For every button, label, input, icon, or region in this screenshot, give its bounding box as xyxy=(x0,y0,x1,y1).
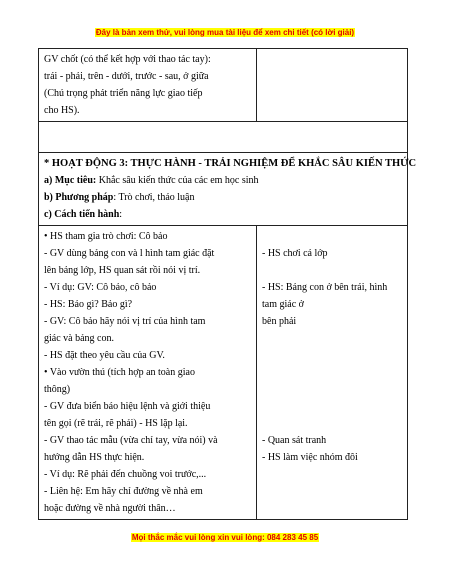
activity-cell xyxy=(39,153,417,226)
text-line: • Vào vườn thú (tích hợp an toàn giao xyxy=(44,367,195,378)
text-line: tên gọi (rẽ trái, rẽ phải) - HS lặp lại. xyxy=(44,418,188,429)
table-gap-row xyxy=(39,122,408,153)
text-line: - GV thao tác mẫu (vừa chỉ tay, vừa nói) và xyxy=(44,435,218,446)
table-row xyxy=(39,226,408,520)
text-line: - HS đặt theo yêu cầu của GV. xyxy=(44,350,165,361)
text-line: • HS tham gia trò chơi: Cô bảo xyxy=(44,231,168,242)
text-line: bên phải xyxy=(262,316,297,327)
preview-notice-banner xyxy=(0,28,450,37)
steps-line xyxy=(44,206,402,223)
steps-label: c) Cách tiến hành xyxy=(44,209,120,220)
text-line: - GV đưa biển báo hiệu lệnh và giới thiệu xyxy=(44,401,211,412)
text-line: hướng dẫn HS thực hiện. xyxy=(44,452,145,463)
text-line: (Chú trọng phát triển năng lực giao tiếp xyxy=(44,88,203,99)
text-line: lên bảng lớp, HS quan sát rồi nói vị trí. xyxy=(44,265,201,276)
text-line: cho HS). xyxy=(44,105,80,116)
text-line: - GV dùng bảng con và l hình tam giác đặt xyxy=(44,248,215,259)
student-cell xyxy=(257,49,408,122)
goal-line xyxy=(44,172,402,189)
text-line: - Quan sát tranh xyxy=(262,435,327,446)
activity-title: * HOẠT ĐỘNG 3: THỰC HÀNH - TRẢI NGHIỆM ĐỂ KHẮC SÂU KIẾN THỨC xyxy=(44,158,417,169)
preview-notice-text: Đây là bản xem thử, vui lòng mua tài liệu để xem chi tiết (có lời giải) xyxy=(95,28,355,37)
text-line: - Ví dụ: GV: Cô bảo, cô bảo xyxy=(44,282,157,293)
text-line: - HS chơi cả lớp xyxy=(262,248,328,259)
teacher-cell xyxy=(39,226,257,520)
text-line: - GV: Cô bảo hãy nói vị trí của hình tam xyxy=(44,316,206,327)
lesson-table xyxy=(38,48,417,520)
text-line: - HS: Bảo gì? Bảo gì? xyxy=(44,299,133,310)
text-line: thông) xyxy=(44,384,71,395)
teacher-cell xyxy=(39,49,257,122)
activity-row xyxy=(39,153,408,226)
text-line: GV chốt (có thể kết hợp với thao tác tay): xyxy=(44,54,211,65)
goal-text: Khắc sâu kiến thức của các em học sinh xyxy=(96,175,259,186)
text-line: hoặc đường về nhà người thân… xyxy=(44,503,176,514)
text-line: - Liên hệ: Em hãy chỉ đường về nhà em xyxy=(44,486,203,497)
table-row xyxy=(39,49,408,122)
contact-banner xyxy=(0,533,450,542)
text-line: - HS: Bảng con ở bên trái, hình tam giác ở xyxy=(262,282,388,310)
method-line xyxy=(44,189,402,206)
text-line: - Ví dụ: Rẽ phải đến chuồng voi trước,... xyxy=(44,469,207,480)
text-line: - HS làm việc nhóm đôi xyxy=(262,452,358,463)
method-text: : Trò chơi, thảo luận xyxy=(113,192,195,203)
student-cell xyxy=(257,226,408,520)
steps-colon: : xyxy=(119,209,123,220)
text-line: trái - phải, trên - dưới, trước - sau, ở giữa xyxy=(44,71,209,82)
contact-text: Mọi thắc mắc vui lòng xin vui lòng: 084 283 45 85 xyxy=(131,533,319,542)
text-line: giác và bảng con. xyxy=(44,333,114,344)
goal-label: a) Mục tiêu: xyxy=(44,175,97,186)
method-label: b) Phương pháp xyxy=(44,192,114,203)
